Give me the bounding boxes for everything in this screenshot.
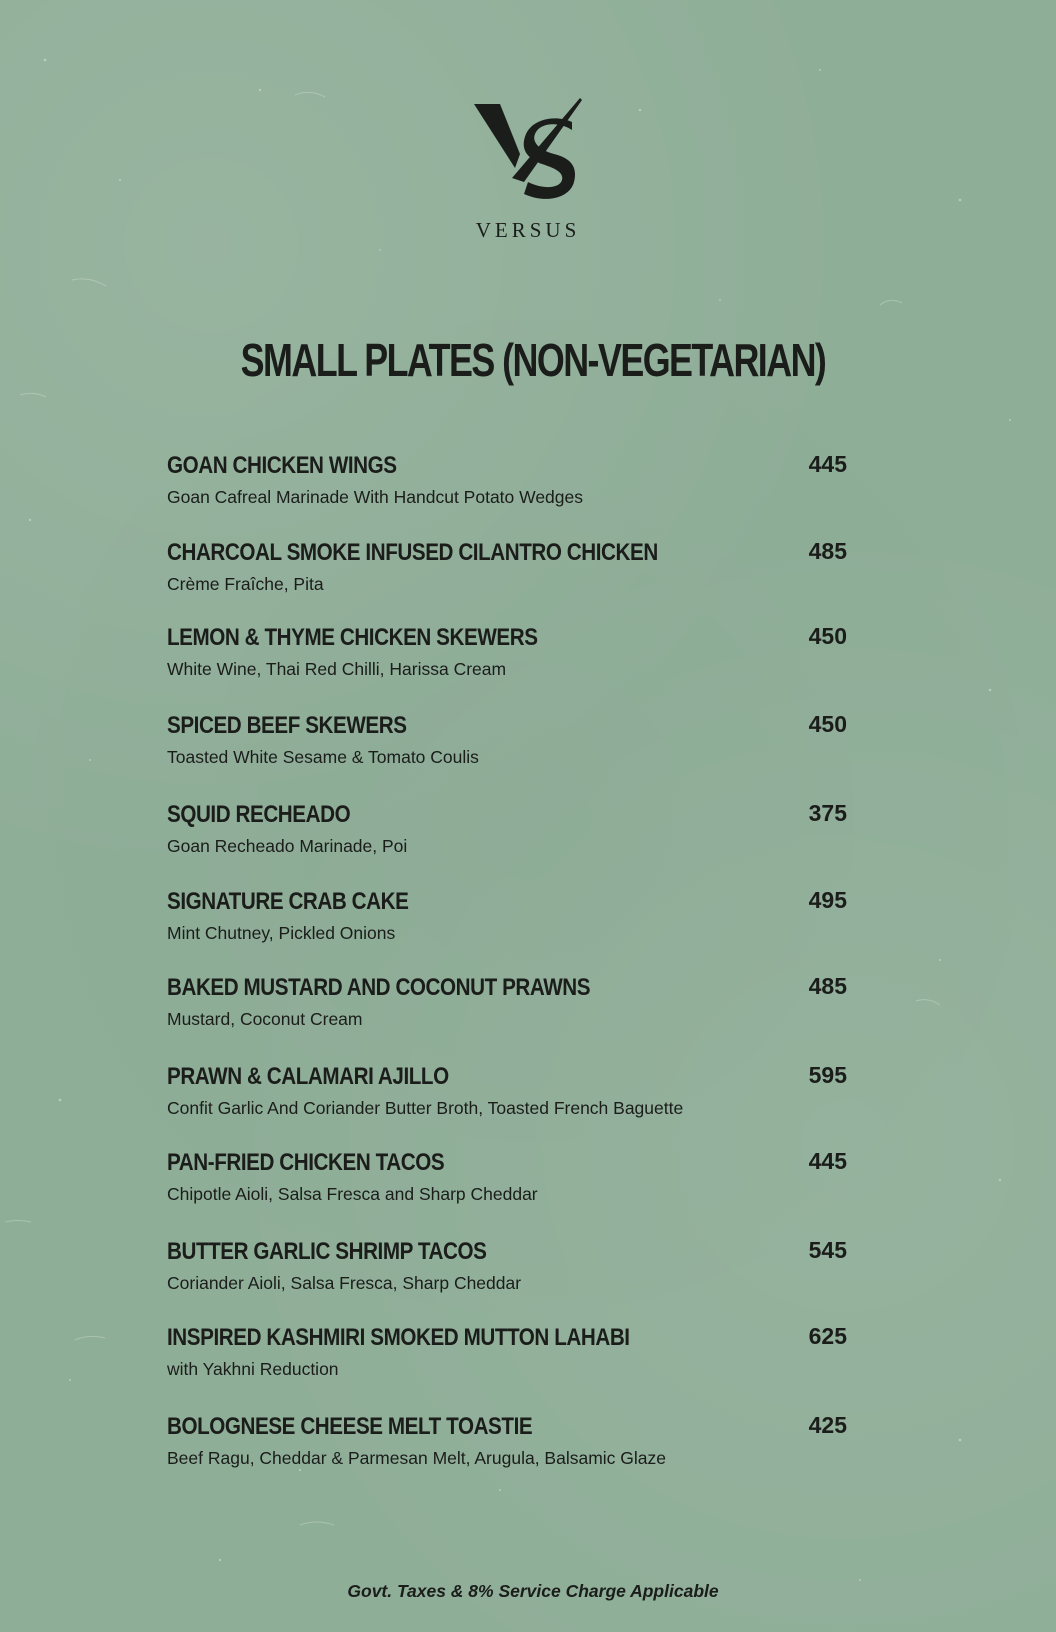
brand-logo [463,96,593,246]
item-price: 450 [808,623,847,649]
item-description: Goan Cafreal Marinade With Handcut Potato Wedges [167,487,584,507]
menu-item [167,801,847,871]
menu-item [167,452,847,522]
menu-item [167,539,847,609]
section-title: SMALL PLATES (NON-VEGETARIAN) [240,334,826,386]
menu-item [167,974,847,1044]
item-description: Mustard, Coconut Cream [167,1009,363,1029]
item-description: Confit Garlic And Coriander Butter Broth, Toasted French Baguette [167,1098,684,1118]
item-price: 375 [808,800,847,826]
item-description: Beef Ragu, Cheddar & Parmesan Melt, Arugula, Balsamic Glaze [167,1448,666,1468]
item-description: Crème Fraîche, Pita [167,574,324,594]
item-price: 450 [808,711,847,737]
service-charge-note: Govt. Taxes & 8% Service Charge Applicable [347,1581,719,1601]
menu-item [167,1149,847,1219]
menu-item [167,712,847,782]
item-description: Goan Recheado Marinade, Poi [167,836,408,856]
item-price: 425 [808,1412,847,1438]
item-price: 495 [808,887,847,913]
item-name: BAKED MUSTARD AND COCONUT PRAWNS [167,974,591,1001]
menu-item [167,1413,847,1483]
menu-item [167,888,847,958]
item-name: PRAWN & CALAMARI AJILLO [167,1063,449,1090]
menu-item [167,624,847,694]
item-name: SPICED BEEF SKEWERS [167,712,407,739]
item-price: 545 [808,1237,847,1263]
item-description: Chipotle Aioli, Salsa Fresca and Sharp Cheddar [167,1184,538,1204]
item-price: 595 [808,1062,847,1088]
item-price: 485 [808,538,847,564]
item-price: 445 [808,451,847,477]
item-name: BOLOGNESE CHEESE MELT TOASTIE [167,1413,533,1440]
item-name: LEMON & THYME CHICKEN SKEWERS [167,624,538,651]
item-name: SIGNATURE CRAB CAKE [167,888,409,915]
item-price: 485 [808,973,847,999]
item-name: CHARCOAL SMOKE INFUSED CILANTRO CHICKEN [167,539,658,566]
item-name: BUTTER GARLIC SHRIMP TACOS [167,1238,487,1265]
item-name: GOAN CHICKEN WINGS [167,452,397,479]
item-description: Mint Chutney, Pickled Onions [167,923,396,943]
item-description: White Wine, Thai Red Chilli, Harissa Cream [167,659,507,679]
item-description: Toasted White Sesame & Tomato Coulis [167,747,479,767]
item-price: 625 [808,1323,847,1349]
item-description: with Yakhni Reduction [167,1359,339,1379]
vs-monogram-icon [468,96,588,211]
item-description: Coriander Aioli, Salsa Fresca, Sharp Cheddar [167,1273,522,1293]
item-price: 445 [808,1148,847,1174]
brand-name: VERSUS [475,218,581,242]
item-name: INSPIRED KASHMIRI SMOKED MUTTON LAHABI [167,1324,630,1351]
menu-item [167,1238,847,1308]
menu-item [167,1324,847,1394]
item-name: SQUID RECHEADO [167,801,351,828]
menu-item [167,1063,847,1133]
item-name: PAN-FRIED CHICKEN TACOS [167,1149,445,1176]
